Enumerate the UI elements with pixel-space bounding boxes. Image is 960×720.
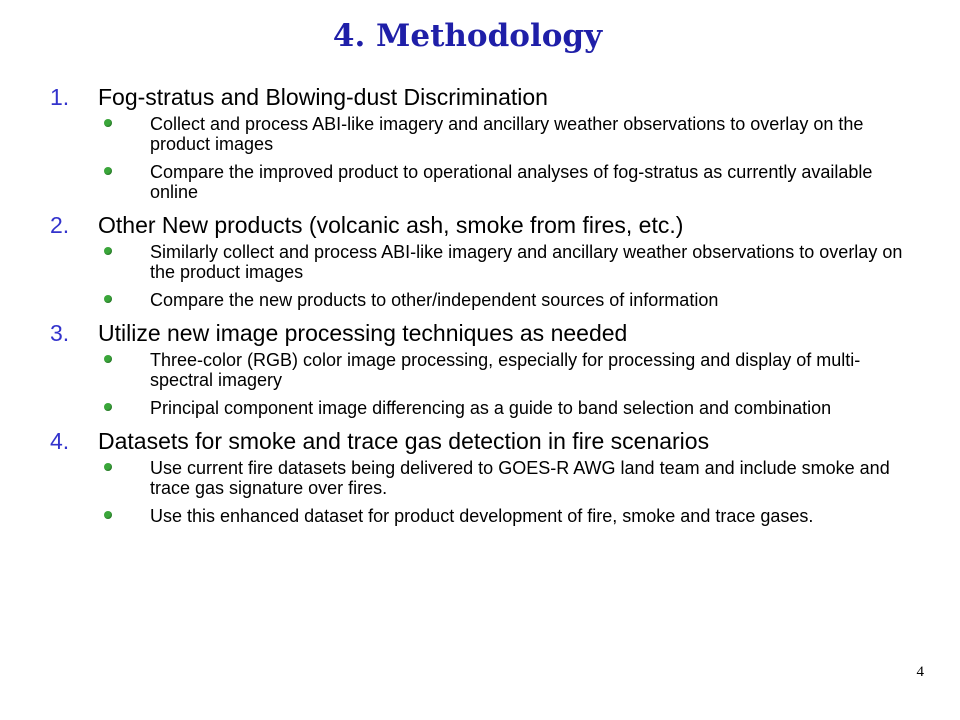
- bullet-text: Use current fire datasets being delivered to GOES-R AWG land team and include smoke and trace gas signature over fires.: [150, 458, 890, 498]
- bullet-list: [50, 458, 920, 526]
- list-item: [50, 506, 920, 526]
- list-item: [50, 398, 920, 418]
- section-3: [50, 318, 920, 418]
- bullet-dot-icon: [104, 403, 112, 411]
- bullet-text: Use this enhanced dataset for product development of fire, smoke and trace gases.: [150, 506, 814, 526]
- bullet-list: [50, 350, 920, 418]
- section-4: [50, 426, 920, 526]
- section-1: [50, 82, 920, 202]
- bullet-list: [50, 114, 920, 202]
- section-label: Other New products (volcanic ash, smoke from fires, etc.): [98, 212, 684, 238]
- bullet-dot-icon: [104, 295, 112, 303]
- section-number: 3.: [50, 320, 70, 346]
- list-item: [50, 458, 920, 498]
- section-number: 4.: [50, 428, 70, 454]
- bullet-dot-icon: [104, 247, 112, 255]
- bullet-text: Similarly collect and process ABI-like imagery and ancillary weather observations to overlay on the product images: [150, 242, 903, 282]
- bullet-text: Three-color (RGB) color image processing, especially for processing and display of multi-spectral imagery: [150, 350, 861, 390]
- section-number: 2.: [50, 212, 70, 238]
- section-label: Utilize new image processing techniques as needed: [98, 320, 628, 346]
- bullet-text: Collect and process ABI-like imagery and ancillary weather observations to overlay on the product images: [150, 114, 864, 154]
- bullet-text: Compare the new products to other/independent sources of information: [150, 290, 719, 310]
- section-label: Fog-stratus and Blowing-dust Discrimination: [98, 84, 548, 110]
- bullet-dot-icon: [104, 463, 112, 471]
- section-heading: [50, 426, 920, 456]
- bullet-text: Principal component image differencing as a guide to band selection and combination: [150, 398, 832, 418]
- bullet-text: Compare the improved product to operational analyses of fog-stratus as currently available online: [150, 162, 873, 202]
- bullet-list: [50, 242, 920, 310]
- list-item: [50, 290, 920, 310]
- methodology-outline: [50, 82, 920, 534]
- bullet-dot-icon: [104, 167, 112, 175]
- section-heading: [50, 82, 920, 112]
- list-item: [50, 162, 920, 202]
- page-number: 4: [916, 664, 924, 680]
- section-heading: [50, 318, 920, 348]
- bullet-dot-icon: [104, 355, 112, 363]
- section-2: [50, 210, 920, 310]
- bullet-dot-icon: [104, 119, 112, 127]
- section-number: 1.: [50, 84, 70, 110]
- list-item: [50, 350, 920, 390]
- section-heading: [50, 210, 920, 240]
- list-item: [50, 114, 920, 154]
- bullet-dot-icon: [104, 511, 112, 519]
- slide-title: 4. Methodology: [332, 18, 603, 54]
- list-item: [50, 242, 920, 282]
- section-label: Datasets for smoke and trace gas detection in fire scenarios: [98, 428, 710, 454]
